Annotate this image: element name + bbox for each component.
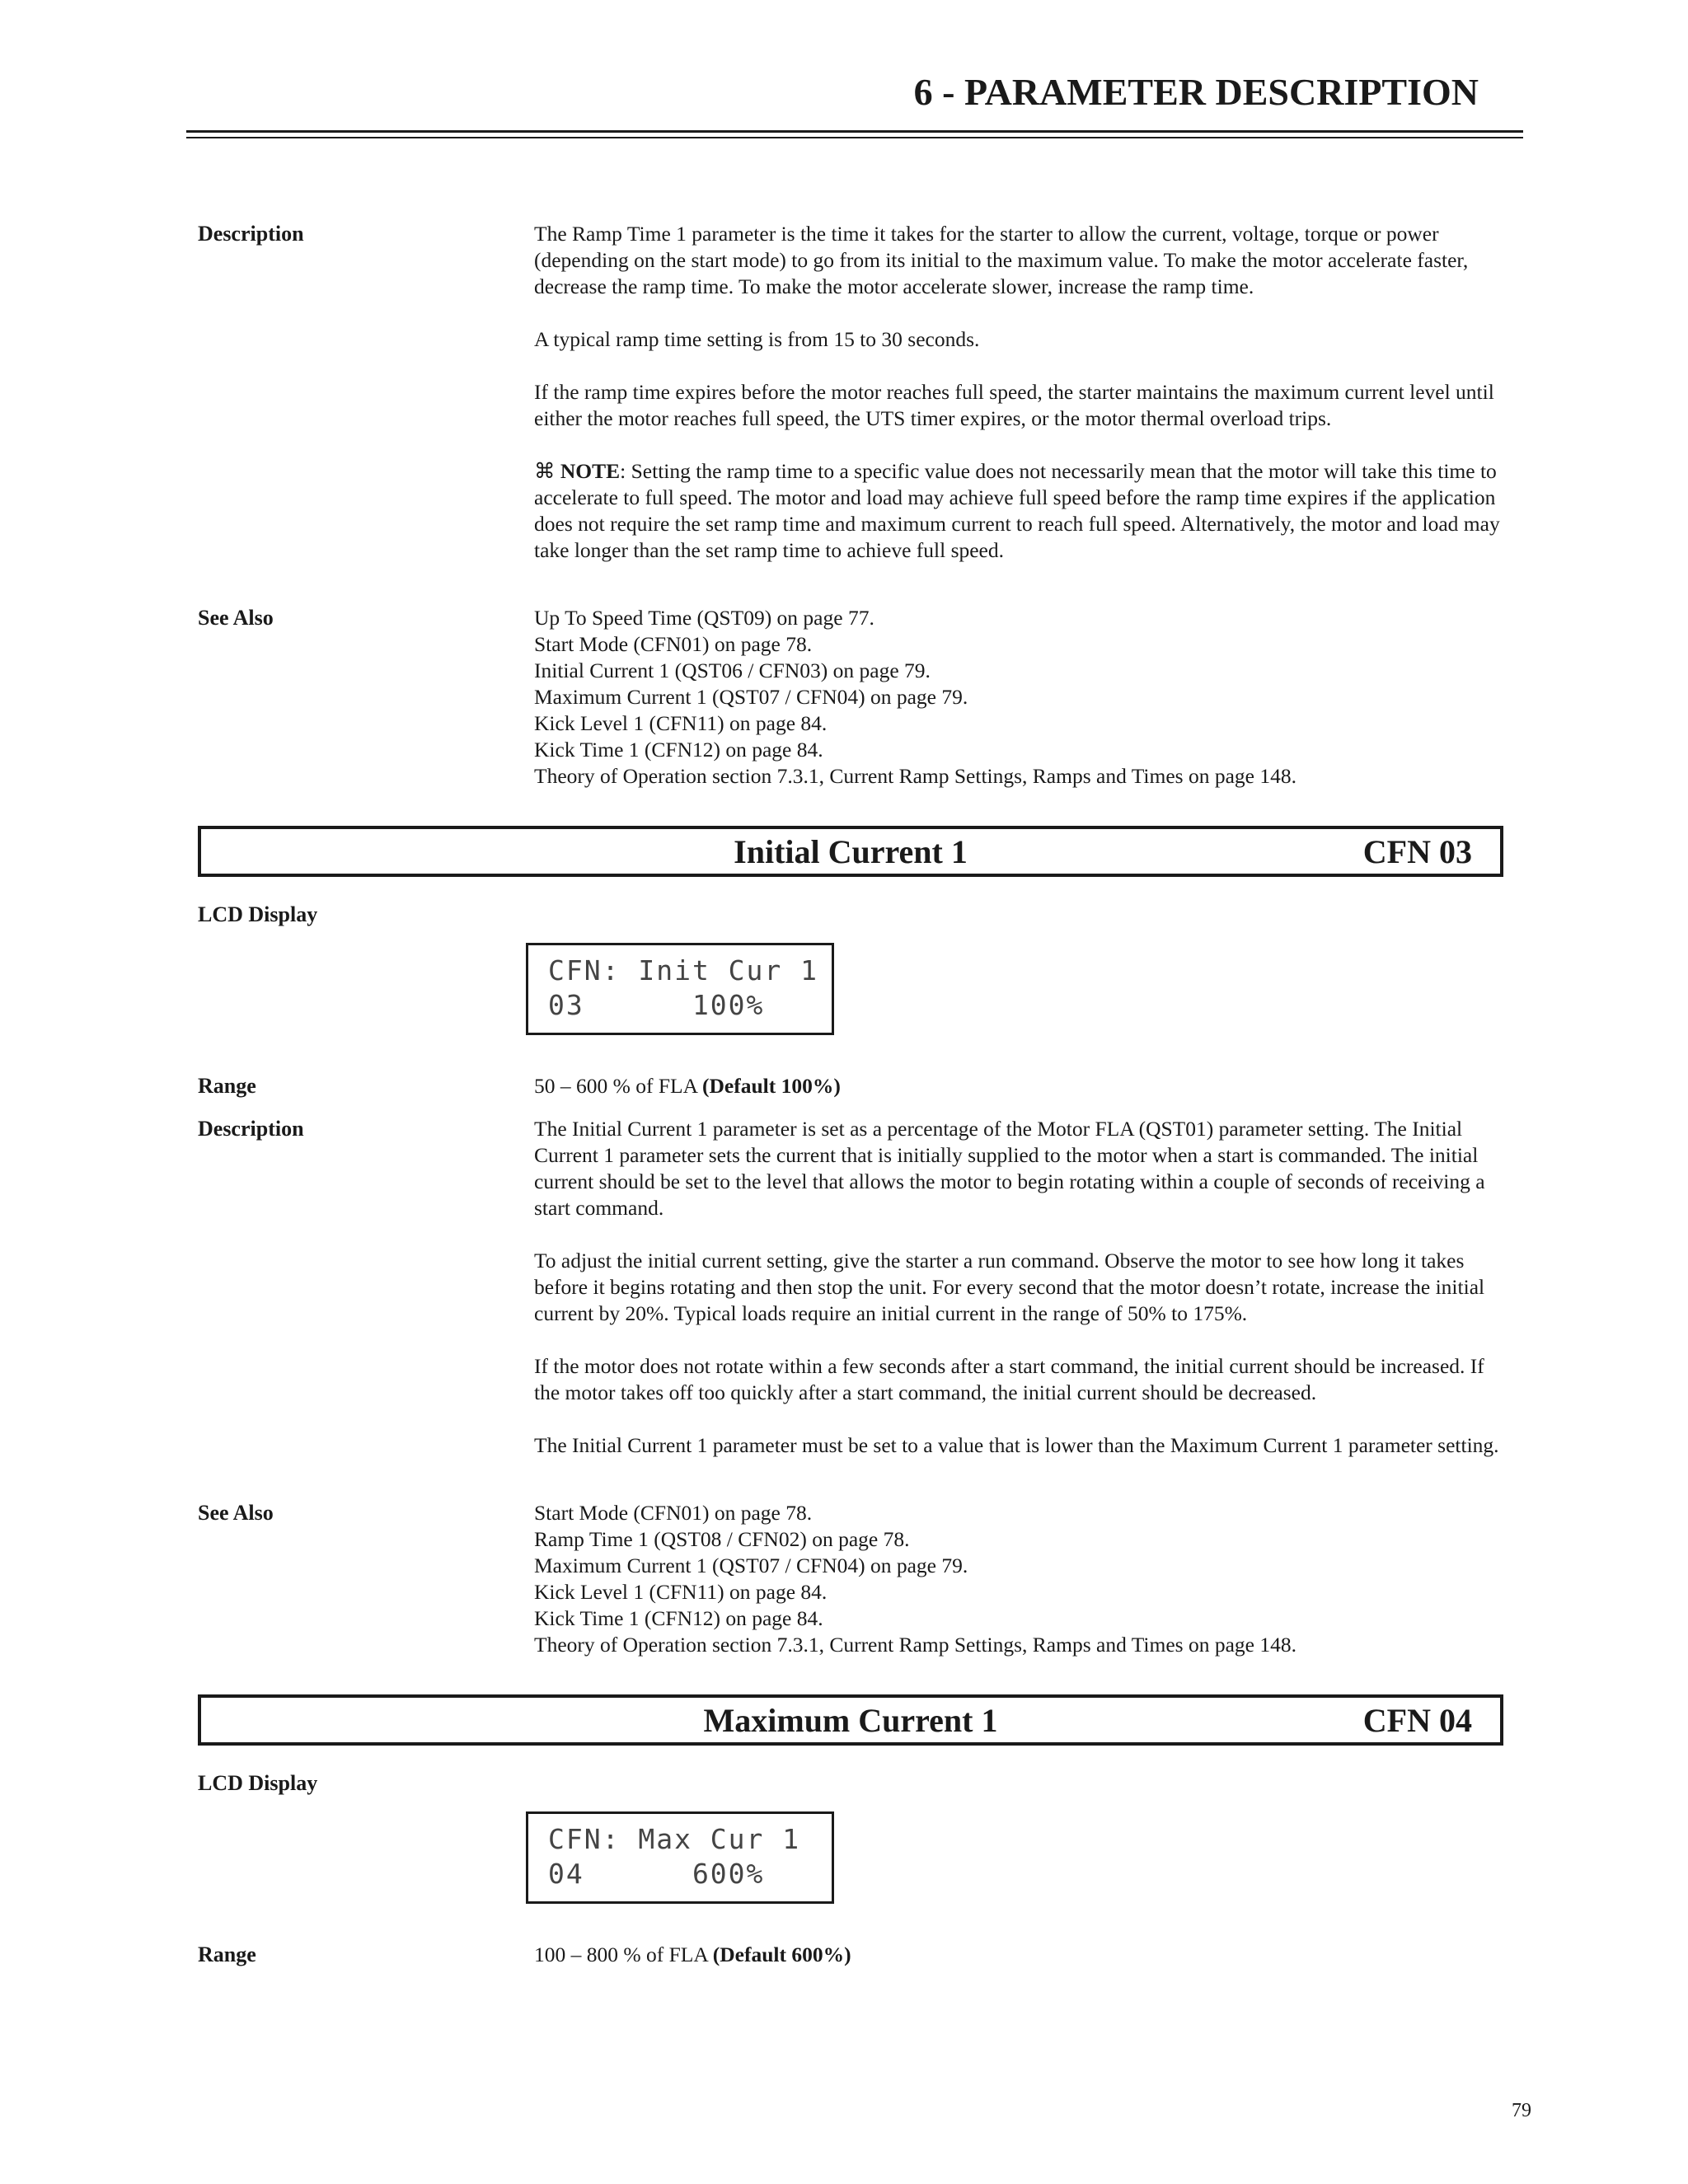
- range-row: [198, 1942, 1510, 1968]
- paragraph: The Initial Current 1 parameter is set as a percentage of the Motor FLA (QST01) parameter setting. The Initial Current 1 parameter sets the current that is initially supplied to the motor when a start is commanded. The initial current should be set to the level that allows the motor to begin rotating within a couple of seconds of receiving a start command.: [534, 1117, 1485, 1220]
- lcd-display: [526, 1811, 834, 1904]
- list-item: Theory of Operation section 7.3.1, Current Ramp Settings, Ramps and Times on page 148.: [534, 764, 1296, 788]
- lcd-line-2: 03 100%: [548, 989, 765, 1021]
- list-item: Kick Time 1 (CFN12) on page 84.: [534, 738, 823, 762]
- ramp-description-body: [534, 221, 1510, 564]
- range-value: [534, 1073, 1510, 1099]
- lcd-display-label: LCD Display: [198, 902, 318, 926]
- section-header-maximum-current: [198, 1694, 1503, 1746]
- note-label: NOTE: [560, 459, 621, 483]
- section-header-initial-current: [198, 826, 1503, 877]
- paragraph: The Initial Current 1 parameter must be set to a value that is lower than the Maximum Current 1 parameter setting.: [534, 1433, 1499, 1457]
- paragraph: The Ramp Time 1 parameter is the time it takes for the starter to allow the current, voltage, torque or power (depending on the start mode) to go from its initial to the maximum value. To make the motor accelerate faster, decrease the ramp time. To make the motor accelerate slower, increase the ramp time.: [534, 222, 1469, 298]
- range-row: [198, 1073, 1510, 1099]
- list-item: Start Mode (CFN01) on page 78.: [534, 632, 813, 656]
- range-label: Range: [198, 1943, 256, 1966]
- list-item: Kick Level 1 (CFN11) on page 84.: [534, 1580, 828, 1604]
- note-icon: ⌘: [534, 459, 556, 483]
- description-label: Description: [198, 222, 304, 246]
- header-rule: [186, 130, 1523, 133]
- range-text: 50 – 600 % of FLA: [534, 1074, 702, 1098]
- section-title: Maximum Current 1: [703, 1701, 998, 1739]
- list-item: Start Mode (CFN01) on page 78.: [534, 1501, 813, 1525]
- section-code: CFN 03: [1362, 832, 1472, 870]
- paragraph: A typical ramp time setting is from 15 to 30 seconds.: [534, 327, 980, 351]
- ramp-description-row: [198, 221, 1510, 564]
- see-also-list: [534, 1500, 1510, 1658]
- initial-description-body: [534, 1116, 1510, 1459]
- initial-see-also-row: [198, 1500, 1510, 1658]
- see-also-list: [534, 605, 1510, 790]
- list-item: Theory of Operation section 7.3.1, Current Ramp Settings, Ramps and Times on page 148.: [534, 1633, 1296, 1657]
- page-number: 79: [1512, 2100, 1531, 2121]
- paragraph: If the ramp time expires before the motor reaches full speed, the starter maintains the maximum current level until either the motor reaches full speed, the UTS timer expires, or the motor thermal overload trips.: [534, 380, 1494, 430]
- list-item: Up To Speed Time (QST09) on page 77.: [534, 606, 874, 630]
- chapter-title: 6 - PARAMETER DESCRIPTION: [913, 71, 1479, 113]
- list-item: Maximum Current 1 (QST07 / CFN04) on page 79.: [534, 685, 968, 709]
- section-title: Initial Current 1: [734, 832, 968, 870]
- paragraph: If the motor does not rotate within a few seconds after a start command, the initial current should be increased. If the motor takes off too quickly after a start command, the initial current should be decreased.: [534, 1354, 1484, 1404]
- lcd-line-1: CFN: Init Cur 1: [548, 954, 819, 987]
- see-also-label: See Also: [198, 1501, 274, 1525]
- range-text: 100 – 800 % of FLA: [534, 1943, 713, 1966]
- ramp-see-also-row: [198, 605, 1510, 790]
- description-label: Description: [198, 1117, 304, 1141]
- lcd-line-2: 04 600%: [548, 1858, 765, 1890]
- list-item: Kick Level 1 (CFN11) on page 84.: [534, 711, 828, 735]
- range-default: (Default 100%): [702, 1074, 841, 1098]
- page-header: [186, 64, 1523, 138]
- list-item: Maximum Current 1 (QST07 / CFN04) on page 79.: [534, 1554, 968, 1577]
- page-content: [198, 221, 1510, 1968]
- note-paragraph: [534, 458, 1510, 564]
- header-rule-thin: [186, 137, 1523, 138]
- list-item: Kick Time 1 (CFN12) on page 84.: [534, 1606, 823, 1630]
- lcd-line-1: CFN: Max Cur 1: [548, 1823, 801, 1855]
- note-text: : Setting the ramp time to a specific value does not necessarily mean that the motor will take this time to accelerate to full speed. The motor and load may achieve full speed before the ramp time expires if the application does not require the set ramp time and maximum current to reach full speed. Alternatively, the motor and load may take longer than the set ramp time to achieve full speed.: [534, 459, 1500, 562]
- lcd-display-label: LCD Display: [198, 1771, 318, 1795]
- lcd-display: [526, 943, 834, 1035]
- see-also-label: See Also: [198, 606, 274, 630]
- lcd-label-row: [198, 1770, 1510, 1797]
- list-item: Initial Current 1 (QST06 / CFN03) on page 79.: [534, 658, 931, 682]
- list-item: Ramp Time 1 (QST08 / CFN02) on page 78.: [534, 1527, 910, 1551]
- section-code: CFN 04: [1362, 1701, 1472, 1739]
- range-value: [534, 1942, 1510, 1968]
- lcd-label-row: [198, 902, 1510, 928]
- paragraph: To adjust the initial current setting, give the starter a run command. Observe the motor to see how long it takes before it begins rotating and then stop the unit. For every second that the motor doesn’t rotate, increase the initial current by 20%. Typical loads require an initial current in the range of 50% to 175%.: [534, 1249, 1485, 1325]
- range-label: Range: [198, 1074, 256, 1098]
- range-default: (Default 600%): [712, 1943, 851, 1966]
- initial-description-row: [198, 1116, 1510, 1459]
